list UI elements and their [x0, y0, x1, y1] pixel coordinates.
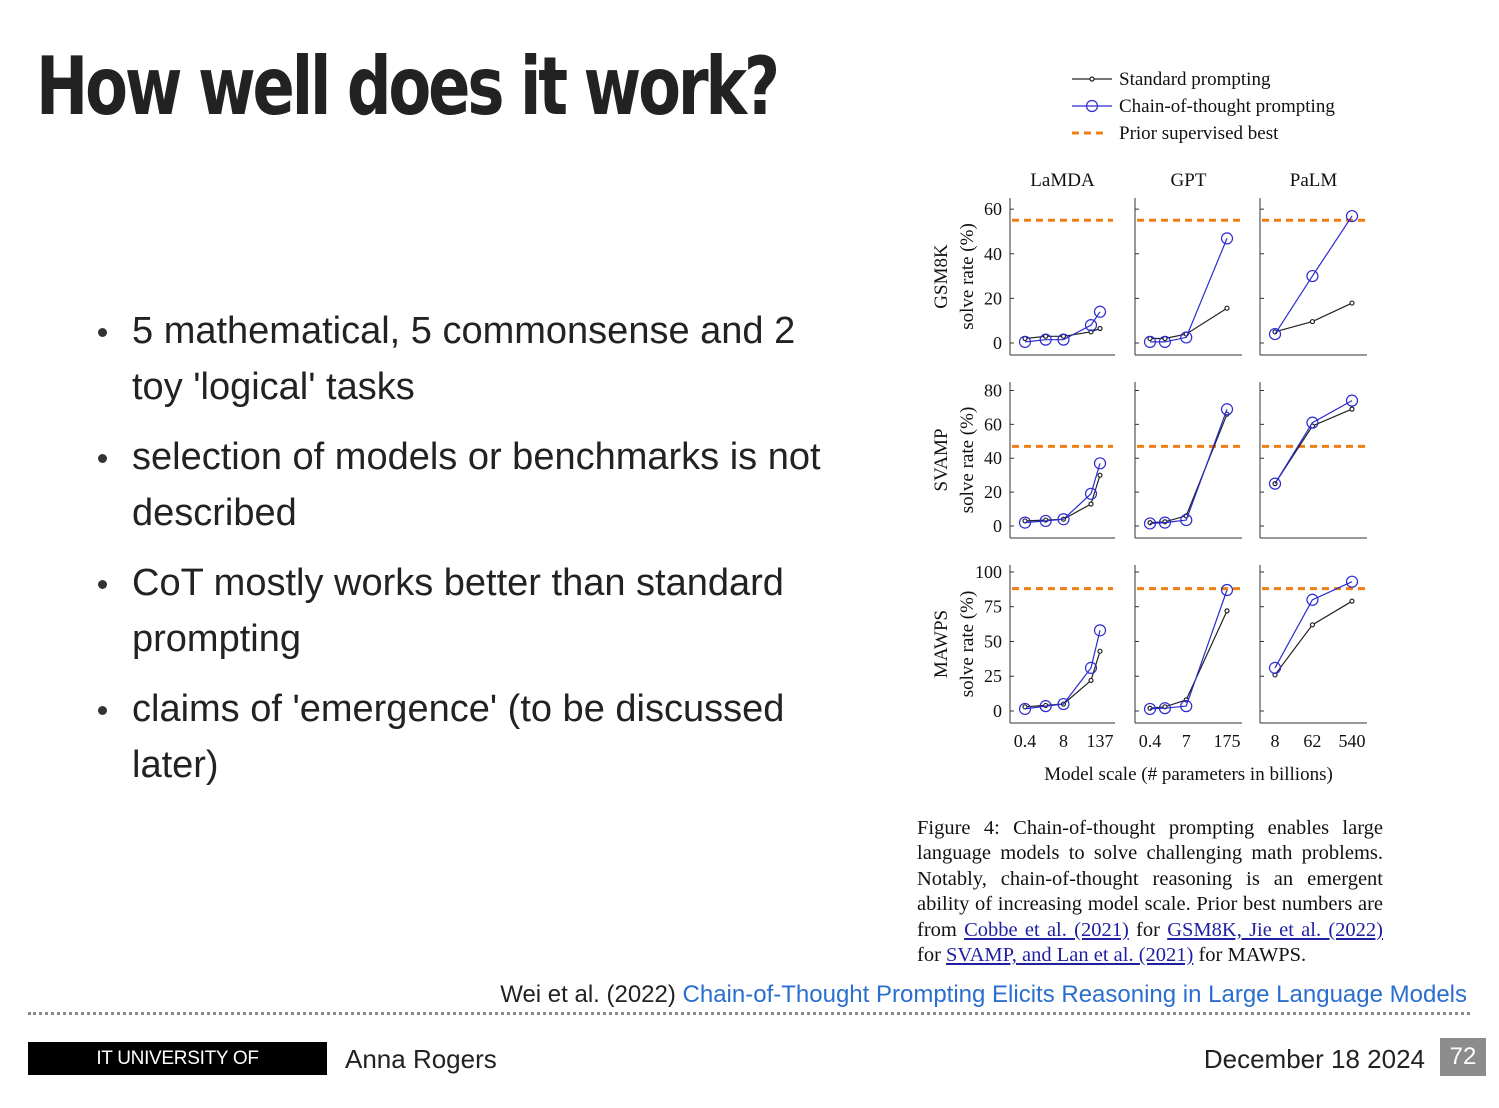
- y-tick-label: 0: [993, 333, 1002, 353]
- series-line-standard: [1275, 303, 1352, 332]
- data-point-cot: [1095, 625, 1106, 636]
- data-point-standard: [1350, 301, 1354, 305]
- series-line-cot: [1150, 238, 1227, 342]
- y-tick-label: 20: [984, 482, 1002, 503]
- caption-text: for: [1128, 918, 1168, 941]
- slide-title: How well does it work?: [36, 40, 777, 133]
- y-tick-label: 100: [975, 561, 1002, 582]
- x-tick-label: 62: [1303, 731, 1322, 751]
- series-line-standard: [1150, 414, 1227, 522]
- legend-label-cot: Chain-of-thought prompting: [1119, 96, 1335, 117]
- series-line-cot: [1150, 409, 1227, 523]
- data-point-standard: [1098, 649, 1102, 653]
- y-tick-label: 0: [993, 516, 1002, 536]
- x-tick-label: 0.4: [1138, 731, 1162, 751]
- footer-divider: [28, 1012, 1470, 1015]
- caption-link-cobbe[interactable]: Cobbe et al. (2021): [964, 918, 1129, 941]
- y-tick-label: 80: [984, 380, 1002, 401]
- bullet-item: selection of models or benchmarks is not described: [96, 429, 856, 541]
- caption-text: Figure 4: Chain-of-thought prompting enables large language models to solve challenging math problems. Notably, chain-of-thought reasoning is an emergent ability of increasing model scale. Prior best numbers are from: [917, 817, 1383, 941]
- y-tick-label: 75: [984, 596, 1002, 617]
- chart-svg: [905, 60, 1395, 800]
- data-point-standard: [1089, 678, 1093, 682]
- data-point-standard: [1225, 306, 1229, 310]
- data-point-cot: [1222, 233, 1233, 244]
- bullet-item: CoT mostly works better than standard prompting: [96, 555, 856, 667]
- data-point-cot: [1095, 306, 1106, 317]
- page-number: 72: [1440, 1038, 1486, 1076]
- row-label-svamp: SVAMP: [931, 428, 952, 492]
- data-point-cot: [1347, 576, 1358, 587]
- figure-caption: [917, 816, 1383, 968]
- y-tick-label: 0: [993, 701, 1002, 721]
- data-point-standard: [1098, 327, 1102, 331]
- bullet-list: [96, 303, 856, 807]
- y-axis-label: solve rate (%): [957, 406, 978, 514]
- column-title-lamda: LaMDA: [1030, 170, 1095, 191]
- y-tick-label: 40: [984, 448, 1002, 469]
- bullet-item: 5 mathematical, 5 commonsense and 2 toy 'logical' tasks: [96, 303, 856, 415]
- caption-text: for MAWPS.: [1193, 944, 1307, 967]
- x-tick-label: 175: [1213, 731, 1241, 751]
- bullet-item: claims of 'emergence' (to be discussed later): [96, 681, 856, 793]
- series-line-standard: [1150, 611, 1227, 708]
- institution-logo: IT UNIVERSITY OF COPENHAGEN: [28, 1042, 327, 1075]
- legend-label-prior: Prior supervised best: [1119, 123, 1279, 144]
- caption-link-lan[interactable]: SVAMP, and Lan et al. (2021): [946, 944, 1194, 967]
- y-tick-label: 40: [984, 243, 1002, 264]
- y-axis-label: solve rate (%): [957, 590, 978, 698]
- citation-authors: Wei et al. (2022): [500, 981, 676, 1008]
- x-tick-label: 137: [1086, 731, 1114, 751]
- caption-text: for: [917, 944, 947, 967]
- series-line-cot: [1275, 216, 1352, 334]
- citation: [500, 981, 1467, 1009]
- x-tick-label: 8: [1058, 731, 1068, 751]
- data-point-standard: [1310, 320, 1314, 324]
- x-tick-label: 7: [1181, 731, 1191, 751]
- data-point-standard: [1350, 599, 1354, 603]
- x-tick-label: 540: [1338, 731, 1366, 751]
- series-line-cot: [1025, 630, 1100, 709]
- column-title-gpt: GPT: [1170, 170, 1207, 191]
- y-tick-label: 20: [984, 288, 1002, 309]
- data-point-standard: [1225, 609, 1229, 613]
- x-tick-label: 8: [1270, 731, 1280, 751]
- data-point-standard: [1148, 706, 1152, 710]
- y-tick-label: 25: [984, 666, 1002, 687]
- row-label-gsm8k: GSM8K: [931, 244, 952, 309]
- x-tick-label: 0.4: [1013, 731, 1037, 751]
- x-axis-label: Model scale (# parameters in billions): [1044, 764, 1333, 785]
- data-point-standard: [1350, 407, 1354, 411]
- series-line-cot: [1150, 590, 1227, 709]
- citation-link[interactable]: Chain-of-Thought Prompting Elicits Reasoning in Large Language Models: [682, 981, 1467, 1008]
- legend-label-standard: Standard prompting: [1119, 69, 1271, 90]
- figure-chart: [905, 60, 1395, 800]
- y-tick-label: 60: [984, 414, 1002, 435]
- y-axis-label: solve rate (%): [957, 223, 978, 330]
- data-point-standard: [1310, 623, 1314, 627]
- data-point-standard: [1089, 502, 1093, 506]
- y-tick-label: 60: [984, 199, 1002, 220]
- series-line-cot: [1275, 401, 1352, 484]
- caption-link-jie[interactable]: GSM8K, Jie et al. (2022): [1167, 918, 1383, 941]
- column-title-palm: PaLM: [1289, 170, 1338, 191]
- series-line-standard: [1275, 601, 1352, 675]
- data-point-standard: [1098, 473, 1102, 477]
- legend-marker-standard: [1090, 77, 1094, 81]
- footer-author: Anna Rogers: [345, 1044, 497, 1074]
- row-label-mawps: MAWPS: [931, 609, 952, 679]
- footer-date: December 18 2024: [1203, 1044, 1425, 1074]
- y-tick-label: 50: [984, 631, 1002, 652]
